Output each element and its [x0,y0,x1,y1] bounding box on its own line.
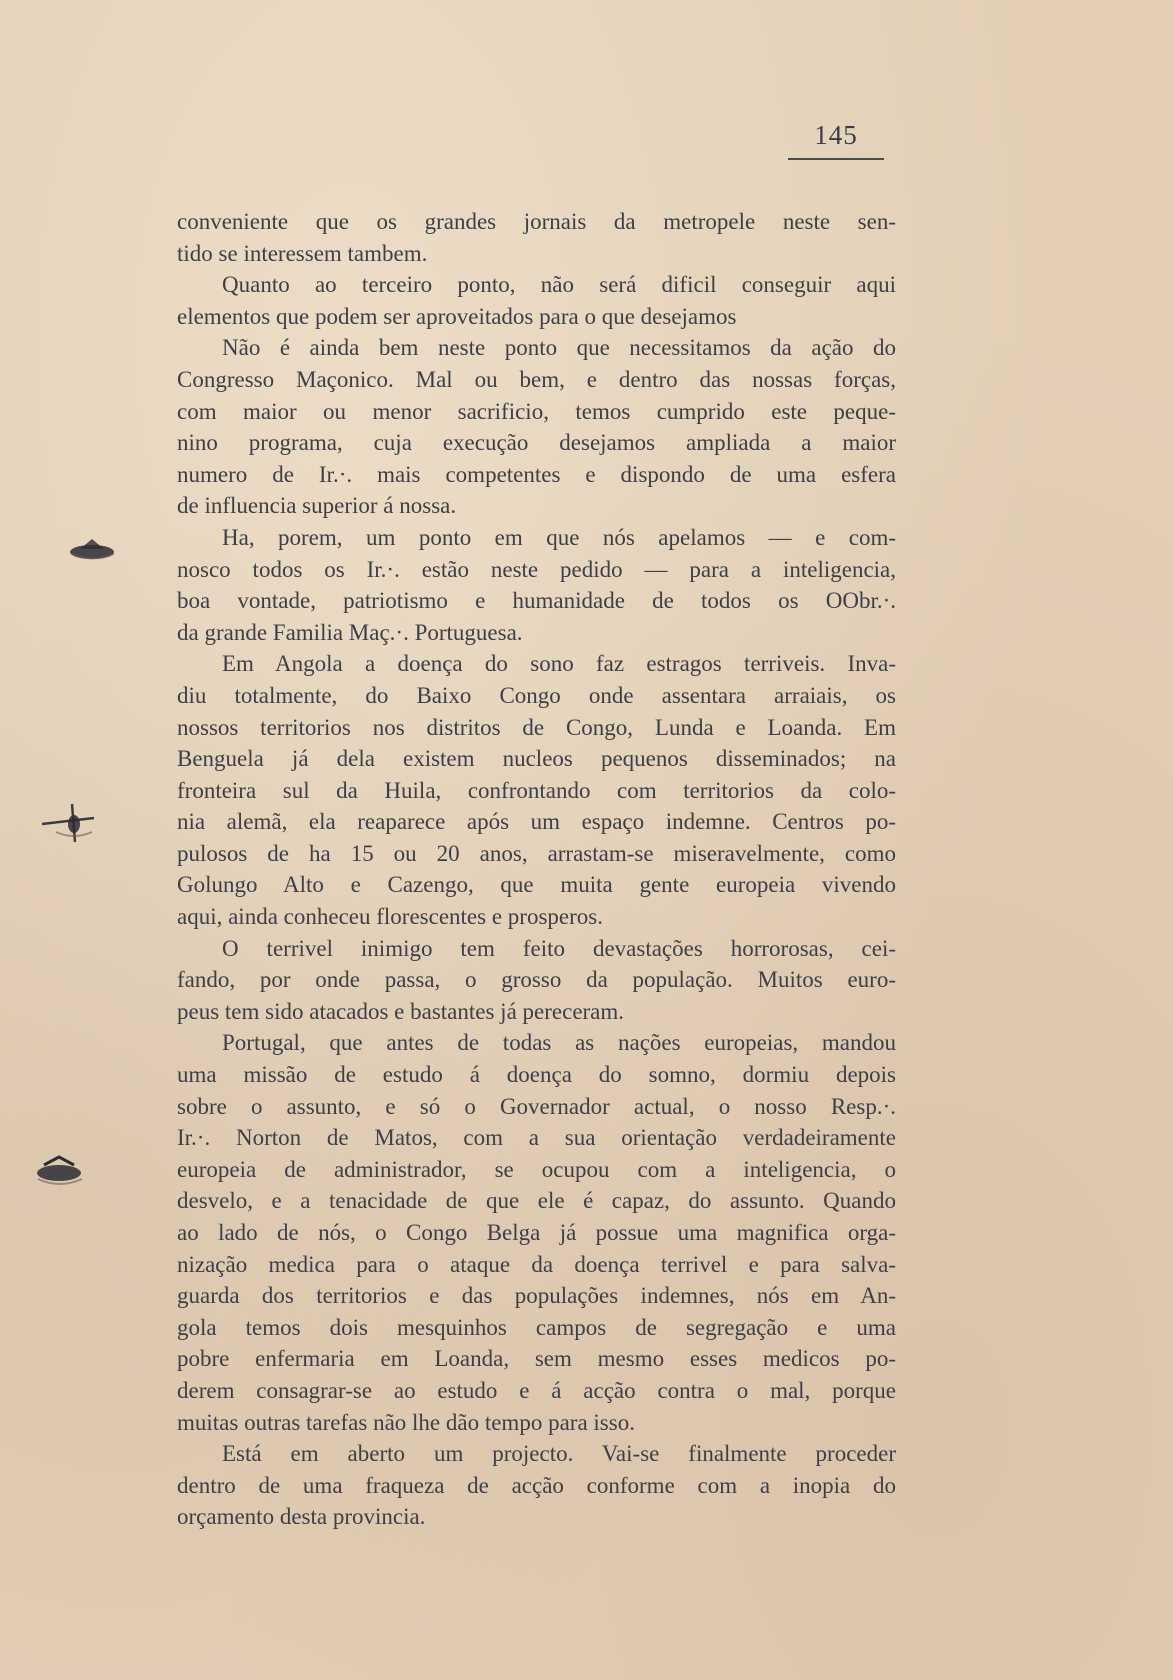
text-line: Está em aberto um projecto. Vai-se finalmente proceder [222,1441,896,1467]
text-line: gola temos dois mesquinhos campos de segregação e uma [177,1314,896,1340]
text-line: fando, por onde passa, o grosso da população. Muitos euro- [177,967,896,993]
text-line: nosco todos os Ir.·. estão neste pedido — para a inteligencia, [177,556,896,582]
text-line: elementos que podem ser aproveitados para o que desejamos [177,303,737,329]
text-line: nossos territorios nos distritos de Congo, Lunda e Loanda. Em [177,714,896,740]
text-line: uma missão de estudo á doença do somno, dormiu depois [177,1062,896,1088]
text-line: Ir.·. Norton de Matos, com a sua orientação verdadeiramente [177,1125,896,1151]
text-line: ao lado de nós, o Congo Belga já possue uma magnifica orga- [177,1220,896,1245]
text-line: fronteira sul da Huila, confrontando com territorios da colo- [177,777,896,803]
text-line: europeia de administrador, se ocupou com a inteligencia, o [177,1156,896,1182]
text-line: nia alemã, ela reaparece após um espaço indemne. Centros po- [177,809,896,835]
binding-hole-mark-icon [38,798,98,848]
binding-hole-mark-icon [30,1155,90,1195]
text-line: sobre o assunto, e só o Governador actual, o nosso Resp.·. [177,1093,896,1119]
page-number-underline [788,158,884,160]
text-line: pulosos de ha 15 ou 20 anos, arrastam-se miseravelmente, como [177,840,896,866]
binding-hole-mark-icon [62,535,122,569]
text-line: peus tem sido atacados e bastantes já pereceram. [177,998,625,1024]
text-line: O terrivel inimigo tem feito devastações horrorosas, cei- [222,935,896,961]
text-line: diu totalmente, do Baixo Congo onde assentara arraiais, os [177,682,896,708]
text-line: Benguela já dela existem nucleos pequenos disseminados; na [177,746,896,772]
text-line: guarda dos territorios e das populações indemnes, nós em An- [177,1283,896,1309]
text-line: Congresso Maçonico. Mal ou bem, e dentro das nossas forças, [177,366,896,392]
text-line: pobre enfermaria em Loanda, sem mesmo esses medicos po- [177,1346,896,1372]
text-line: Em Angola a doença do sono faz estragos terriveis. Inva- [222,651,896,677]
text-line: numero de Ir.·. mais competentes e dispondo de uma esfera [177,461,896,487]
text-line: nização medica para o ataque da doença terrivel e para salva- [177,1251,896,1277]
text-line: Golungo Alto e Cazengo, que muita gente europeia vivendo [177,872,896,898]
text-line: Não é ainda bem neste ponto que necessitamos da ação do [222,335,896,361]
text-line: com maior ou menor sacrificio, temos cumprido este peque- [177,398,896,424]
text-line: derem consagrar-se ao estudo e á acção contra o mal, porque [177,1377,896,1403]
text-line: muitas outras tarefas não lhe dão tempo para isso. [177,1409,635,1435]
text-line: Ha, porem, um ponto em que nós apelamos — e com- [222,524,896,550]
text-line: conveniente que os grandes jornais da metropele neste sen- [177,209,896,234]
text-line: desvelo, e a tenacidade de que ele é capaz, do assunto. Quando [177,1188,896,1214]
text-line: dentro de uma fraqueza de acção conforme com a inopia do [177,1472,896,1498]
text-line: orçamento desta provincia. [177,1504,426,1530]
body-text [177,206,896,1533]
text-line: Quanto ao terceiro ponto, não será dificil conseguir aqui [222,272,896,298]
text-line: da grande Familia Maç.·. Portuguesa. [177,619,523,645]
text-line: Portugal, que antes de todas as nações europeias, mandou [222,1030,896,1056]
text-line: tido se interessem tambem. [177,240,428,266]
text-line: nino programa, cuja execução desejamos ampliada a maior [177,430,896,456]
text-line: de influencia superior á nossa. [177,493,457,519]
page-number: 145 [814,120,858,150]
text-line: boa vontade, patriotismo e humanidade de todos os OObr.·. [177,588,896,614]
text-line: aqui, ainda conheceu florescentes e prosperos. [177,904,603,930]
